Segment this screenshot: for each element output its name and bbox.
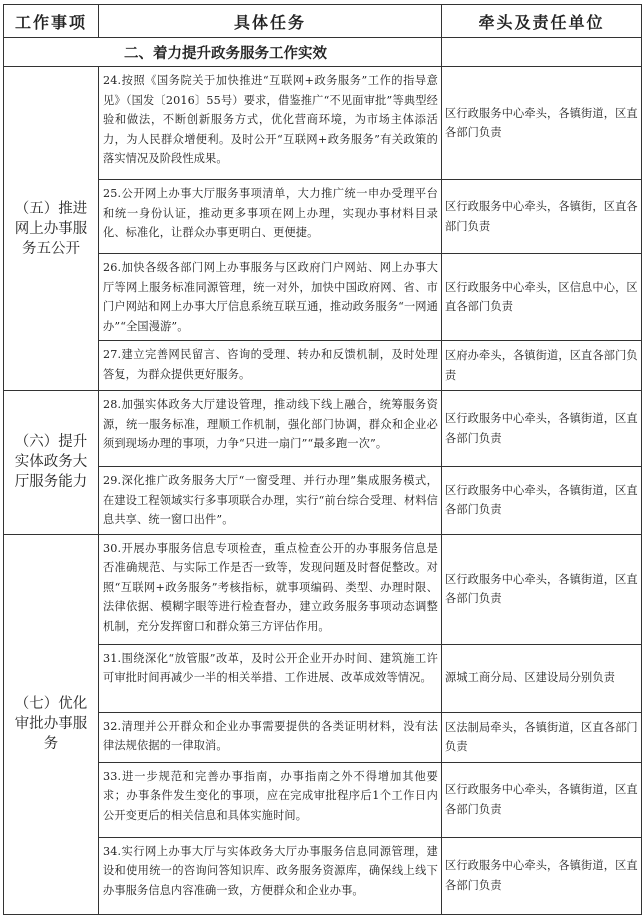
unit-cell: 区行政服务中心牵头，各镇街道，区直各部门负责 — [442, 762, 642, 837]
task-cell: 27.建立完善网民留言、咨询的受理、转办和反馈机制，及时处理答复，为群众提供更好服务。 — [99, 341, 442, 391]
unit-cell: 区行政服务中心牵头，各镇街，区直各部门负责 — [442, 180, 642, 254]
section-title: 二、着力提升政务服务工作实效 — [4, 38, 442, 67]
table-row — [4, 254, 642, 341]
task-table — [3, 4, 642, 915]
category-cell: （七）优化审批办事服务 — [4, 534, 99, 914]
header-work-item: 工作事项 — [4, 5, 99, 38]
unit-cell: 区法制局牵头，各镇街道，区直各部门负责 — [442, 712, 642, 762]
task-cell: 33.进一步规范和完善办事指南，办事指南之外不得增加其他要求；办事条件发生变化的事项，应在完成审批程序后1个工作日内公开变更后的相关信息和具体实施时间。 — [99, 762, 442, 837]
header-responsible-unit: 牵头及责任单位 — [442, 5, 642, 38]
table-row — [4, 467, 642, 535]
table-row — [4, 712, 642, 762]
table-row — [4, 644, 642, 712]
unit-cell: 源城工商分局、区建设局分别负责 — [442, 644, 642, 712]
task-cell: 25.公开网上办事大厅服务事项清单，大力推广统一申办受理平台和统一身份认证，推动更多事项在网上办理，实现办事材料目录化、标准化，让群众办事更明白、更便捷。 — [99, 180, 442, 254]
table-row — [4, 762, 642, 837]
task-cell: 24.按照《国务院关于加快推进“互联网+政务服务”工作的指导意见》（国发〔2016〕55号）要求，借鉴推广“不见面审批”等典型经验和做法，不断创新服务方式，优化营商环境，为市场主体添活力，为人民群众增便利。及时公开“互联网+政务服务”有关政策的落实情况及阶段性成果。 — [99, 67, 442, 180]
header-specific-task: 具体任务 — [99, 5, 442, 38]
table-row — [4, 67, 642, 180]
table-row — [4, 180, 642, 254]
task-cell: 28.加强实体政务大厅建设管理，推动线下线上融合，统筹服务资源，统一服务标准，理顺工作机制，强化部门协调，群众和企业必须到现场办理的事项，力争“只进一扇门”“最多跑一次”。 — [99, 391, 442, 467]
category-cell: （五）推进网上办事服务五公开 — [4, 67, 99, 391]
task-cell: 34.实行网上办事大厅与实体政务大厅办事服务信息同源管理，建设和使用统一的咨询问答知识库、政务服务资源库，确保线上线下办事服务信息内容准确一致，方便群众和企业办事。 — [99, 837, 442, 914]
table-row — [4, 534, 642, 644]
table-row — [4, 837, 642, 914]
unit-cell: 区行政服务中心牵头，各镇街道，区直各部门负责 — [442, 391, 642, 467]
unit-cell: 区行政服务中心牵头，各镇街道，区直各部门负责 — [442, 837, 642, 914]
section-empty-cell — [442, 38, 642, 67]
unit-cell: 区府办牵头，各镇街道，区直各部门负责 — [442, 341, 642, 391]
table-header-row — [4, 5, 642, 38]
unit-cell: 区行政服务中心牵头，区信息中心，区直各部门负责 — [442, 254, 642, 341]
task-cell: 31.围绕深化“放管服”改革，及时公开企业开办时间、建筑施工许可审批时间再减少一半的相关举措、工作进展、改革成效等情况。 — [99, 644, 442, 712]
table-row — [4, 391, 642, 467]
task-cell: 29.深化推广政务服务大厅“一窗受理、并行办理”集成服务模式，在建设工程领域实行多事项联合办理，实行“前台综合受理、材料信息共享、统一窗口出件”。 — [99, 467, 442, 535]
category-cell: （六）提升实体政务大厅服务能力 — [4, 391, 99, 535]
task-cell: 30.开展办事服务信息专项检查，重点检查公开的办事服务信息是否准确规范、与实际工作是否一致等，发现问题及时督促整改。对照“互联网+政务服务”考核指标，就事项编码、类型、办理时限、法律依据、模糊字眼等进行检查督办，建立政务服务事项动态调整机制，充分发挥窗口和群众第三方评估作用。 — [99, 534, 442, 644]
section-row — [4, 38, 642, 67]
unit-cell: 区行政服务中心牵头，各镇街道，区直各部门负责 — [442, 67, 642, 180]
task-cell: 32.清理并公开群众和企业办事需要提供的各类证明材料，没有法律法规依据的一律取消。 — [99, 712, 442, 762]
unit-cell: 区行政服务中心牵头，各镇街道，区直各部门负责 — [442, 467, 642, 535]
table-row — [4, 341, 642, 391]
task-cell: 26.加快各级各部门网上办事服务与区政府门户网站、网上办事大厅等网上服务标准同源管理，统一对外，加快中国政府网、省、市门户网站和网上办事大厅信息系统互联互通，推动政务服务“一网通办”“全国漫游”。 — [99, 254, 442, 341]
unit-cell: 区行政服务中心牵头，各镇街道，区直各部门负责 — [442, 534, 642, 644]
